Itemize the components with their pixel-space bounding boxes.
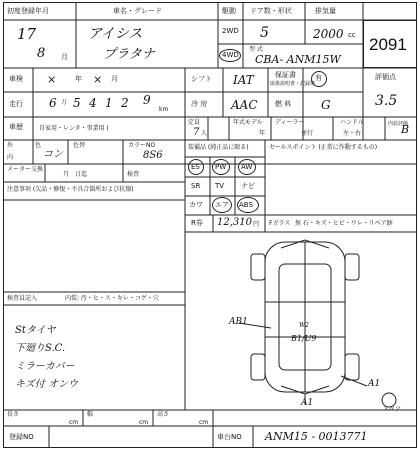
capacity-unit: 人 [201,130,208,137]
chassis-label: 車台NO [217,433,242,441]
inspection-memo-label: 検査員記入 [7,295,38,302]
fuel-label: 燃 料 [275,100,292,108]
equip-es: ES [191,163,200,171]
displacement-value: 2000 [313,27,344,41]
meter-date-value: 月 日迄 [63,171,88,178]
aircon-value: AAC [231,98,258,112]
mileage-digit-2: 5 [73,96,81,110]
interior-label: 内装評価 [388,121,409,127]
diagram-label-ab1: AB1 [229,317,248,327]
shift-label: シフト [191,75,212,83]
mileage-digit-1: 6 [49,96,57,110]
equip-leather: カワ [189,201,203,209]
diagram-label-b1u9: B1/U9 [291,334,317,343]
inspection-label: 車検 [9,75,23,83]
inspection-month-mark-x: × [93,73,103,86]
diagram-label-a1-bottom: A1 [301,398,314,408]
note-line-4: キズ付 オンウ [15,379,78,390]
color-label: 色 [35,142,42,149]
note-line-3: ミラーカバー [15,361,75,372]
width-label: 幅 [87,411,94,418]
equip-abs: ABS [239,201,253,209]
warranty-label: 保証書 [275,71,296,79]
car-diagram [3,2,417,448]
equip-pw: PW [215,163,227,171]
interior-value: B [401,123,410,136]
cc-unit: cc [348,31,356,39]
sales-point-label: セールスポイント (正常に作動するもの) [269,144,378,151]
equip-tv: TV [215,182,225,190]
score-label: 評価点 [375,73,396,81]
note-line-1: Stタイヤ [15,325,56,336]
reg-no-label: 登録NO [9,433,34,441]
reg-month: 8 [37,46,46,61]
diagram-label-a1-right: A1 [368,379,381,389]
height-unit: cm [199,419,209,426]
first-reg-label: 初度登録年月 [7,7,49,15]
inspection-month-mark: 月 [111,75,118,83]
color-change-label: 色替 [73,142,86,149]
length-label: 長さ [7,411,20,418]
drive-label: 駆動 [222,7,236,15]
man-unit: 万 [61,99,68,106]
score-value: 3.5 [375,93,398,109]
doors-label: ドア数・形状 [250,7,292,15]
note-line-2: 下廻りS.C. [15,343,66,354]
chassis-no: ANM15 - 0013771 [265,430,368,443]
glass-label: Fガラス [269,220,291,227]
km-unit: km [159,106,169,113]
inspection-year-mark: 年 [75,75,82,83]
notes-label: 注意事項 (欠品・修復・不具合箇所および抗傷) [7,186,134,193]
dealer-value: 並行 [301,130,314,137]
doors-value: 5 [260,25,269,41]
drive-4wd: 4WD [222,51,239,59]
handle-label: ハンドル [340,119,365,126]
spare-label: スペア [383,406,402,413]
mileage-digit-3: 4 [89,96,97,110]
equip-sr: SR [191,182,201,190]
mileage-digit-5: 2 [121,96,129,110]
color-no-value: 8S6 [143,150,163,161]
height-label: 高さ [157,411,170,418]
lot-number: 2091 [369,35,407,54]
reg-year: 17 [17,25,37,43]
width-unit: cm [139,419,149,426]
aircon-label: 冷 房 [191,100,208,108]
equip-aw: AW [241,163,253,171]
r-ken-unit: 円 [253,221,260,228]
dealer-label: ディーラー [275,119,305,126]
r-ken-value: 12,310 [217,217,252,228]
drive-2wd: 2WD [222,27,239,35]
glass-items: 無 石・キズ・ヒビ・ワレ・リペア跡 [295,220,393,227]
model-change-value: 年 [259,130,266,137]
model-code: CBA- ANM15W [255,53,341,66]
warranty-yes: 有 [315,74,322,82]
equip-airbag: エア [215,201,229,209]
history-options: 自家用・レンタ・事業用 ( [39,125,109,132]
name-grade-label: 車名・グレード [113,7,162,15]
capacity-value: 7 [193,127,200,138]
model-name: アイシス [88,26,143,42]
equipment-label: 装備品 (純正品に限る) [188,144,249,151]
handle-value: 左・右 [343,130,362,137]
grade: プラタナ [103,47,155,62]
meter-label: メーター交換 [7,166,44,173]
length-unit: cm [69,419,79,426]
shift-value: IAT [233,73,254,87]
int-label: 内 [7,154,14,161]
mileage-digit-6: 9 [143,93,151,107]
diagram-label-w2: W2 [299,322,309,329]
displacement-label: 排気量 [315,7,336,15]
auction-sheet [3,2,417,448]
inspection-memo-items: 内装: 汚・ヒ・ス・キレ・コゲ・穴 [65,295,159,302]
warranty-sub: 取扱説明書・記録簿 [270,81,316,87]
color-no-label: カラーNO [128,142,156,149]
month-unit: 月 [61,53,68,61]
inspection-year-mark-x: × [47,73,57,86]
history-label: 車歴 [9,123,23,131]
ext-label: 外 [7,142,14,149]
meter-check-label: 検査 [127,171,140,178]
color-value: コン [43,149,63,160]
mileage-digit-4: 1 [105,96,113,110]
mileage-label: 走行 [9,100,23,108]
r-ken-label: R券 [191,219,203,227]
equip-navi: ナビ [241,182,255,190]
model-change-label: 年式モデル [233,119,263,126]
fuel-value: G [321,98,331,112]
model-code-label: 型 式 [249,46,263,53]
capacity-label: 定員 [188,119,201,126]
